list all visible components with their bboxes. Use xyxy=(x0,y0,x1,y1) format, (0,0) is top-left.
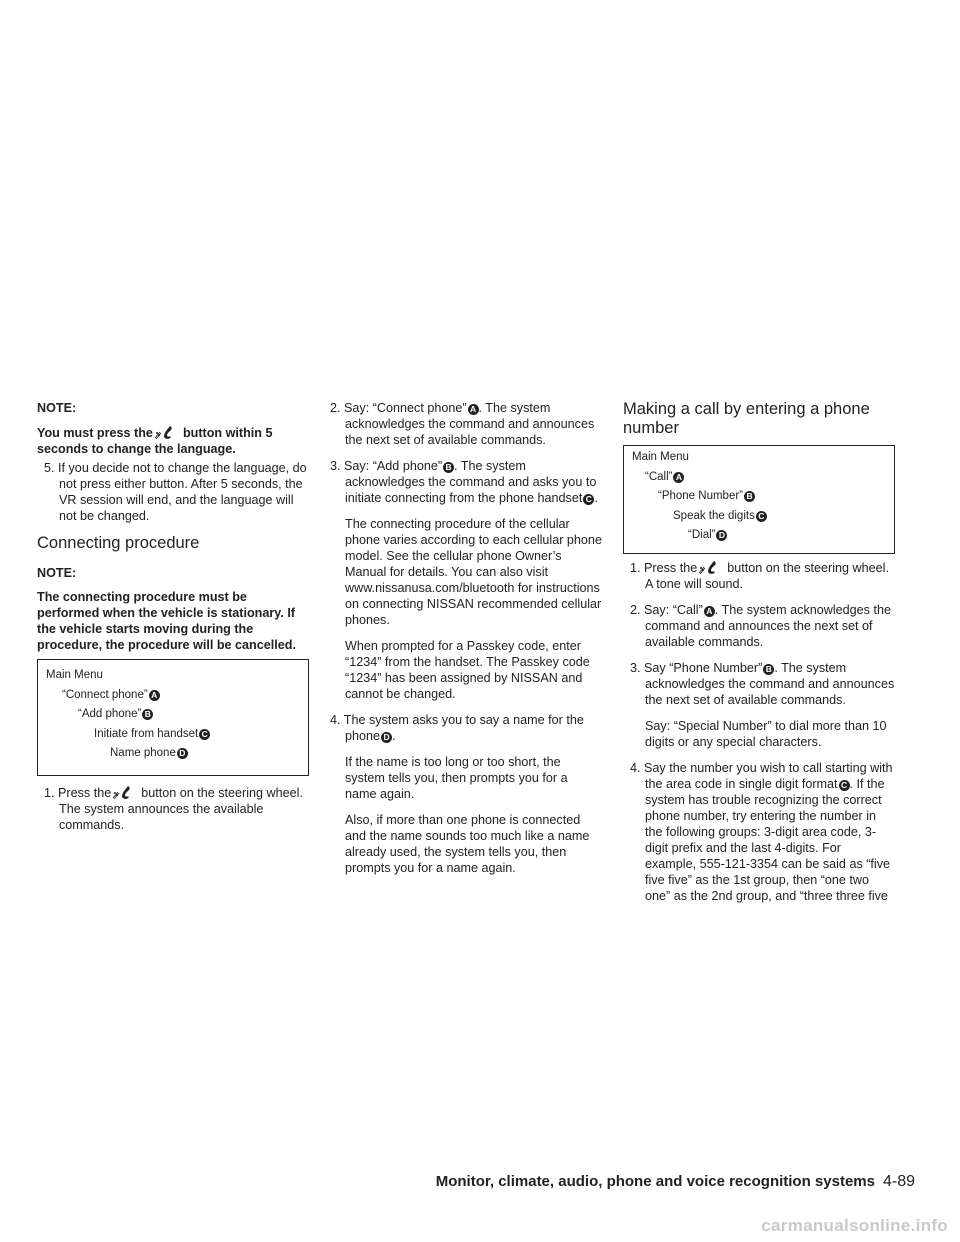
list-item: 2. Say: “Connect phone” A . The system acknowledges the command and announces the next set of available commands. xyxy=(330,401,595,447)
paragraph: If the name is too long or too short, the system tells you, then prompts you for a name again. xyxy=(345,755,568,801)
marker-b-icon: B xyxy=(142,709,153,720)
marker-d-icon: D xyxy=(716,530,727,541)
right-column xyxy=(623,400,895,904)
list-item: 4. The system asks you to say a name for the phone D . xyxy=(330,713,584,743)
marker-d-icon: D xyxy=(177,748,188,759)
list-item: 3. Say “Phone Number” B . The system acknowledges the command and announces the next set of available commands. xyxy=(630,661,895,707)
menu-flow-box xyxy=(623,445,895,554)
marker-b-icon: B xyxy=(763,664,774,675)
marker-b-icon: B xyxy=(443,462,454,473)
note-text: You must press the button within 5 seconds to change the language. xyxy=(37,426,273,456)
list-item: 4. Say the number you wish to call starting with the area code in single digit format C . If the system has trouble recognizing the correct phone number, try entering the number in the following groups: 3-digit area code, 3-digit prefix and the last 4-digits. For example, 555-121-3354 can be said as “five five five” as the 1st group, then “one two one” as the 2nd group, and “three three five xyxy=(630,761,893,903)
marker-c-icon: C xyxy=(839,780,850,791)
list-item: 1. Press the button on the steering wheel. A tone will sound. xyxy=(630,561,889,591)
paragraph: The connecting procedure of the cellular phone varies according to each cellular phone model. See the cellular phone Owner’s Manual for details. You can also visit www.nissanusa.com/bluetooth for instructions on connecting NISSAN recommended cellular phones. xyxy=(345,517,602,627)
menu-line: “Add phone” B xyxy=(46,705,308,725)
marker-c-icon: C xyxy=(583,494,594,505)
page-footer xyxy=(436,1173,915,1191)
marker-c-icon: C xyxy=(199,729,210,740)
marker-a-icon: A xyxy=(704,606,715,617)
paragraph: Say: “Special Number” to dial more than 10 digits or any special characters. xyxy=(645,719,887,749)
list-item: 1. Press the button on the steering wheel. The system announces the available commands. xyxy=(44,786,303,832)
menu-line: Speak the digits C xyxy=(632,507,894,527)
paragraph: Also, if more than one phone is connected and the name sounds too much like a name already used, the system tells you, then prompts you for a name again. xyxy=(345,813,590,875)
marker-c-icon: C xyxy=(756,511,767,522)
menu-line: “Dial” D xyxy=(632,526,894,546)
list-item: 5. If you decide not to change the language, do not press either button. After 5 seconds, the VR session will end, and the language will not be changed. xyxy=(44,461,307,523)
menu-line: “Phone Number” B xyxy=(632,487,894,507)
footer-title: Monitor, climate, audio, phone and voice recognition systems xyxy=(435,1173,875,1190)
menu-line: Main Menu xyxy=(632,451,689,463)
voice-talk-button-icon xyxy=(111,784,141,800)
menu-line: Main Menu xyxy=(46,669,103,681)
menu-flow-box xyxy=(37,659,309,776)
list-item: 3. Say: “Add phone” B . The system acknowledges the command and asks you to initiate connecting from the phone handset C . xyxy=(330,459,598,505)
marker-a-icon: A xyxy=(673,472,684,483)
menu-line: “Connect phone” A xyxy=(46,686,308,706)
menu-line: Initiate from handset C xyxy=(46,725,308,745)
left-column xyxy=(37,400,309,833)
marker-d-icon: D xyxy=(381,732,392,743)
voice-talk-button-icon xyxy=(697,559,727,575)
note-label: NOTE: xyxy=(37,566,77,580)
menu-line: “Call” A xyxy=(632,468,894,488)
page-number: 4-89 xyxy=(882,1173,915,1190)
voice-talk-button-icon xyxy=(153,424,183,440)
menu-line: Name phone D xyxy=(46,744,308,764)
paragraph: When prompted for a Passkey code, enter “1234” from the handset. The Passkey code “1234” has been assigned by NISSAN and cannot be changed. xyxy=(345,639,590,701)
watermark: carmanualsonline.info xyxy=(761,1216,948,1235)
list-item: 2. Say: “Call” A . The system acknowledges the command and announces the next set of available commands. xyxy=(630,603,891,649)
section-heading: Connecting procedure xyxy=(37,534,200,552)
middle-column xyxy=(330,400,602,876)
section-heading: Making a call by entering a phone number xyxy=(623,400,870,437)
note-text: The connecting procedure must be performed when the vehicle is stationary. If the vehicle starts moving during the procedure, the procedure will be cancelled. xyxy=(37,590,296,652)
marker-b-icon: B xyxy=(744,491,755,502)
marker-a-icon: A xyxy=(149,690,160,701)
marker-a-icon: A xyxy=(468,404,479,415)
note-label: NOTE: xyxy=(37,401,77,415)
